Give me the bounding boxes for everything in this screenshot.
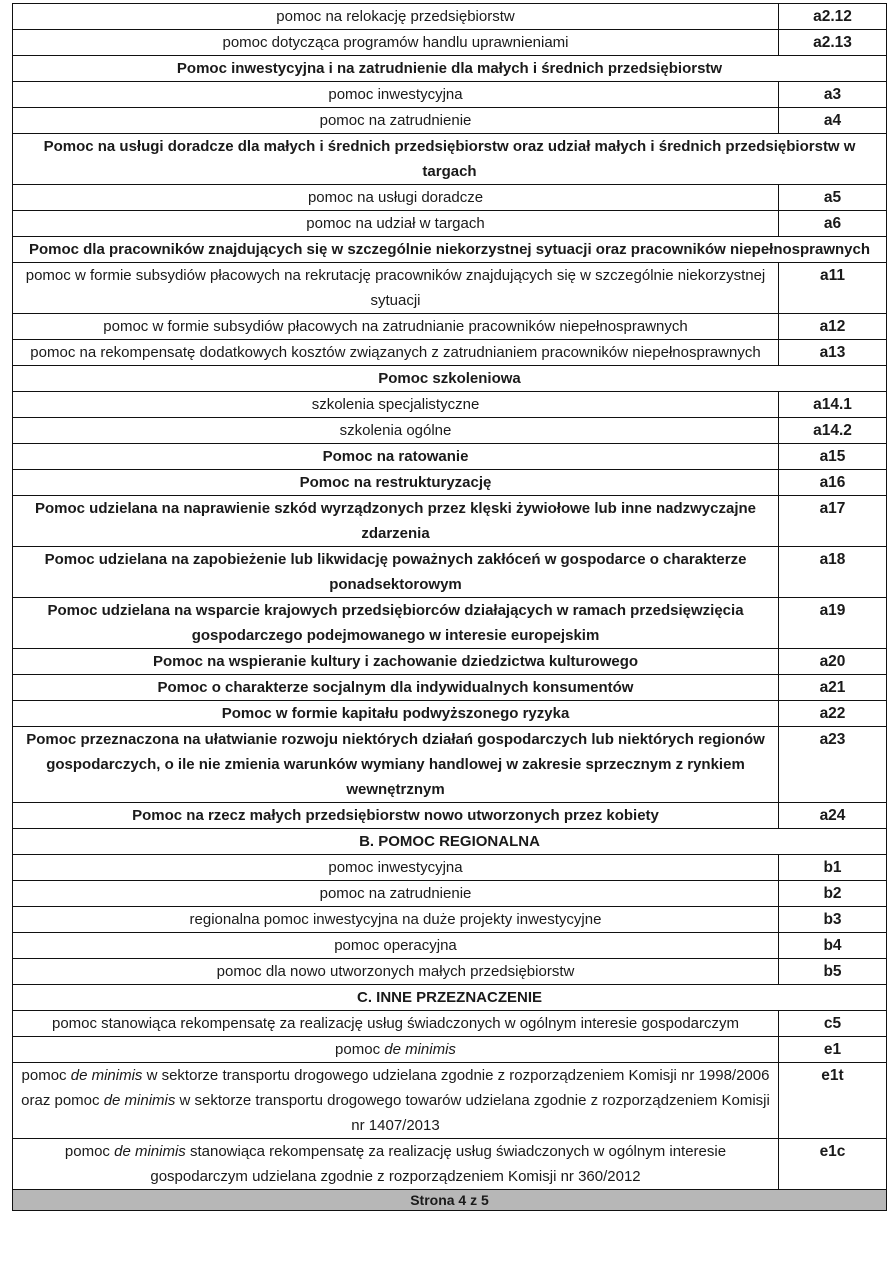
aid-description: szkolenia ogólne: [13, 418, 779, 444]
aid-code: a15: [779, 444, 887, 470]
page-number: Strona 4 z 5: [13, 1190, 887, 1211]
aid-code: a3: [779, 82, 887, 108]
aid-code: a18: [779, 547, 887, 598]
aid-code: a19: [779, 598, 887, 649]
aid-description: Pomoc na ratowanie: [13, 444, 779, 470]
table-row: [13, 1063, 887, 1139]
aid-description: szkolenia specjalistyczne: [13, 392, 779, 418]
aid-description: pomoc na udział w targach: [13, 211, 779, 237]
table-row: [13, 933, 887, 959]
aid-description: pomoc dla nowo utworzonych małych przedsiębiorstw: [13, 959, 779, 985]
aid-code: a21: [779, 675, 887, 701]
aid-description: pomoc dotycząca programów handlu uprawnieniami: [13, 30, 779, 56]
aid-description: pomoc inwestycyjna: [13, 82, 779, 108]
table-row: [13, 701, 887, 727]
aid-description: pomoc de minimis stanowiąca rekompensatę za realizację usług świadczonych w ogólnym interesie gospodarczym udzielana zgodnie z rozporządzeniem Komisji nr 360/2012: [13, 1139, 779, 1190]
italic-term: de minimis: [114, 1143, 186, 1160]
aid-description: regionalna pomoc inwestycyjna na duże projekty inwestycyjne: [13, 907, 779, 933]
aid-description: pomoc na usługi doradcze: [13, 185, 779, 211]
aid-description: pomoc de minimis w sektorze transportu drogowego udzielana zgodnie z rozporządzeniem Komisji nr 1998/2006 oraz pomoc de minimis w sektorze transportu drogowego towarów udzielana zgodnie z rozporządzeniem Komisji nr 1407/2013: [13, 1063, 779, 1139]
aid-code: b4: [779, 933, 887, 959]
section-title: B. POMOC REGIONALNA: [13, 829, 887, 855]
aid-code: a13: [779, 340, 887, 366]
aid-purpose-table: [12, 3, 887, 1211]
section-header-row: [13, 366, 887, 392]
table-row: [13, 4, 887, 30]
aid-code: a23: [779, 727, 887, 803]
aid-code: e1: [779, 1037, 887, 1063]
table-row: [13, 340, 887, 366]
table-row: [13, 1037, 887, 1063]
table-row: [13, 470, 887, 496]
aid-description: pomoc w formie subsydiów płacowych na zatrudnianie pracowników niepełnosprawnych: [13, 314, 779, 340]
aid-code: e1t: [779, 1063, 887, 1139]
page-footer-row: [13, 1190, 887, 1211]
aid-code: a24: [779, 803, 887, 829]
aid-code: a22: [779, 701, 887, 727]
section-header-row: [13, 985, 887, 1011]
aid-description: pomoc w formie subsydiów płacowych na rekrutację pracowników znajdujących się w szczególnie niekorzystnej sytuacji: [13, 263, 779, 314]
aid-code: a17: [779, 496, 887, 547]
table-row: [13, 263, 887, 314]
aid-code: a2.12: [779, 4, 887, 30]
table-row: [13, 1011, 887, 1037]
aid-code: e1c: [779, 1139, 887, 1190]
aid-code: a2.13: [779, 30, 887, 56]
section-title: Pomoc inwestycyjna i na zatrudnienie dla małych i średnich przedsiębiorstw: [13, 56, 887, 82]
aid-description: Pomoc na wspieranie kultury i zachowanie dziedzictwa kulturowego: [13, 649, 779, 675]
aid-description: pomoc de minimis: [13, 1037, 779, 1063]
aid-description: pomoc operacyjna: [13, 933, 779, 959]
aid-code: a5: [779, 185, 887, 211]
table-row: [13, 675, 887, 701]
table-row: [13, 649, 887, 675]
aid-code: a4: [779, 108, 887, 134]
table-row: [13, 727, 887, 803]
aid-description: pomoc na rekompensatę dodatkowych kosztów związanych z zatrudnianiem pracowników niepełnosprawnych: [13, 340, 779, 366]
italic-term: de minimis: [70, 1067, 143, 1084]
aid-description: pomoc na relokację przedsiębiorstw: [13, 4, 779, 30]
aid-description: pomoc na zatrudnienie: [13, 881, 779, 907]
table-row: [13, 907, 887, 933]
aid-code: a20: [779, 649, 887, 675]
table-row: [13, 855, 887, 881]
aid-description: pomoc stanowiąca rekompensatę za realizację usług świadczonych w ogólnym interesie gospodarczym: [13, 1011, 779, 1037]
table-row: [13, 547, 887, 598]
aid-description: Pomoc o charakterze socjalnym dla indywidualnych konsumentów: [13, 675, 779, 701]
aid-description: Pomoc na rzecz małych przedsiębiorstw nowo utworzonych przez kobiety: [13, 803, 779, 829]
table-row: [13, 82, 887, 108]
table-row: [13, 185, 887, 211]
section-title: Pomoc dla pracowników znajdujących się w szczególnie niekorzystnej sytuacji oraz pracowników niepełnosprawnych: [13, 237, 887, 263]
aid-code: a11: [779, 263, 887, 314]
section-title: Pomoc szkoleniowa: [13, 366, 887, 392]
table-row: [13, 211, 887, 237]
aid-code: a14.1: [779, 392, 887, 418]
table-row: [13, 108, 887, 134]
aid-code: b1: [779, 855, 887, 881]
table-row: [13, 314, 887, 340]
aid-code: b5: [779, 959, 887, 985]
table-row: [13, 392, 887, 418]
table-row: [13, 496, 887, 547]
aid-code: a16: [779, 470, 887, 496]
aid-code: a12: [779, 314, 887, 340]
aid-code: b3: [779, 907, 887, 933]
table-row: [13, 30, 887, 56]
document-page: [12, 3, 886, 1211]
table-row: [13, 803, 887, 829]
italic-term: de minimis: [103, 1092, 176, 1109]
section-title: C. INNE PRZEZNACZENIE: [13, 985, 887, 1011]
section-header-row: [13, 829, 887, 855]
aid-code: a14.2: [779, 418, 887, 444]
table-row: [13, 444, 887, 470]
aid-code: b2: [779, 881, 887, 907]
table-row: [13, 598, 887, 649]
table-row: [13, 418, 887, 444]
aid-description: pomoc inwestycyjna: [13, 855, 779, 881]
table-row: [13, 1139, 887, 1190]
table-row: [13, 959, 887, 985]
aid-description: Pomoc na restrukturyzację: [13, 470, 779, 496]
aid-code: a6: [779, 211, 887, 237]
section-header-row: [13, 237, 887, 263]
aid-description: Pomoc przeznaczona na ułatwianie rozwoju niektórych działań gospodarczych lub niektórych regionów gospodarczych, o ile nie zmienia warunków wymiany handlowej w zakresie sprzecznym z rynkiem wewnętrznym: [13, 727, 779, 803]
aid-code: c5: [779, 1011, 887, 1037]
aid-description: Pomoc udzielana na wsparcie krajowych przedsiębiorców działających w ramach przedsięwzięcia gospodarczego podejmowanego w interesie europejskim: [13, 598, 779, 649]
section-header-row: [13, 134, 887, 185]
aid-description: Pomoc udzielana na zapobieżenie lub likwidację poważnych zakłóceń w gospodarce o charakterze ponadsektorowym: [13, 547, 779, 598]
section-title: Pomoc na usługi doradcze dla małych i średnich przedsiębiorstw oraz udział małych i średnich przedsiębiorstw w targach: [13, 134, 887, 185]
table-body: [13, 4, 887, 1190]
section-header-row: [13, 56, 887, 82]
table-row: [13, 881, 887, 907]
aid-description: Pomoc w formie kapitału podwyższonego ryzyka: [13, 701, 779, 727]
aid-description: Pomoc udzielana na naprawienie szkód wyrządzonych przez klęski żywiołowe lub inne nadzwyczajne zdarzenia: [13, 496, 779, 547]
aid-description: pomoc na zatrudnienie: [13, 108, 779, 134]
italic-term: de minimis: [384, 1041, 456, 1058]
